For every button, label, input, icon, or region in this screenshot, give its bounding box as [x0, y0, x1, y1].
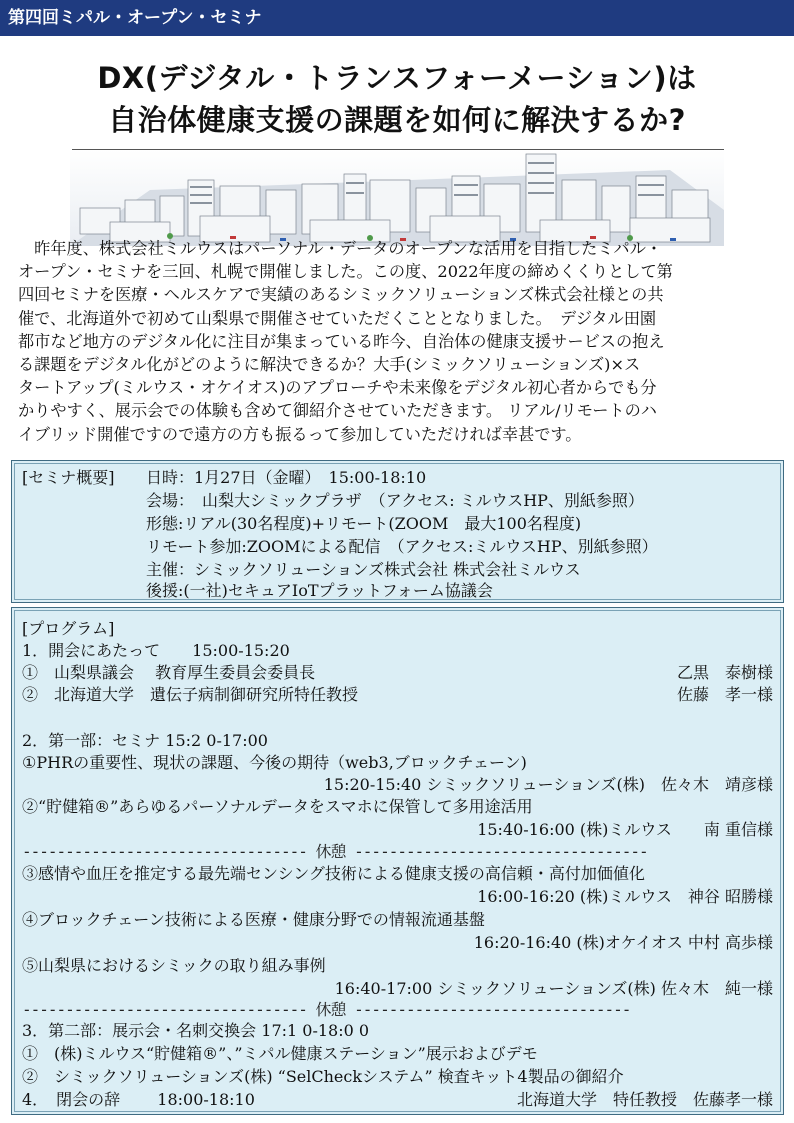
talk-detail: 16:20-16:40 (株)オケイオス 中村 高歩様	[473, 933, 773, 952]
city-illustration	[70, 150, 724, 246]
intro-line: かりやすく、展示会での体験も含めて御紹介させていただきます。 リアル/リモートのハ	[18, 401, 657, 421]
talk-detail: 16:40-17:00 シミックソリューションズ(株) 佐々木 純一様	[334, 979, 773, 998]
program-panel	[11, 607, 784, 1115]
program-part2: 3．第二部：展示会・名刺交換会 17:1 0-18:0 0	[22, 1021, 370, 1040]
separator-dashes: ---------------------------------	[22, 1000, 316, 1019]
talk-title: ②“貯健箱®”あらゆるパーソナルデータをスマホに保管して多用途活用	[22, 797, 533, 816]
overview-organizer: 主催：シミックソリューションズ株式会社 株式会社ミルウス	[146, 560, 581, 579]
intro-line: る課題をデジタル化がどのように解決できるか？大手(シミックソリューションズ)×ス	[18, 355, 641, 375]
exhibit-item: ② シミックソリューションズ(株) “SelCheckシステム” 検査キット4製品の御紹介	[22, 1067, 624, 1086]
talk-title: ③感情や血圧を推定する最先端センシング技術による健康支援の高信頼・高付加価値化	[22, 864, 645, 883]
closing-person: 北海道大学 特任教授 佐藤孝一様	[516, 1090, 773, 1109]
separator-dashes: ----------------------------------	[345, 842, 648, 861]
header-label: 第四回ミパル・オープン・セミナ	[8, 8, 262, 28]
intro-paragraph	[18, 237, 778, 446]
opening-item: ① 山梨県議会 教育厚生委員会委員長	[22, 663, 316, 682]
overview-format: 形態:リアル(30名程度)+リモート(ZOOM 最大100名程度)	[146, 514, 582, 533]
intro-line: 昨年度、株式会社ミルウスはパーソナル・データのオープンな活用を目指したミパル・	[18, 239, 663, 258]
intro-line: 四回セミナを医療・ヘルスケアで実績のあるシミックソリューションズ株式会社様との共	[18, 285, 664, 305]
break-separator	[22, 843, 648, 861]
intro-line: 都市など地方のデジタル化に注目が集まっている昨今、自治体の健康支援サービスの抱え	[18, 331, 665, 351]
talk-detail: 15:40-16:00 (株)ミルウス 南 重信様	[477, 820, 773, 839]
program-opening: 1．開会にあたって 15:00-15:20	[22, 641, 290, 660]
page-title-line-1: DX(デジタル・トランスフォーメーション)は	[97, 61, 697, 95]
separator-dashes: ---------------------------------	[22, 842, 316, 861]
overview-support: 後援:(一社)セキュアIoTプラットフォーム協議会	[146, 581, 493, 600]
intro-line: 催で、北海道外で初めて山梨県で開催させていただくこととなりました。 デジタル田園	[18, 308, 657, 328]
program-closing: 4． 閉会の辞 18:00-18:10	[22, 1090, 255, 1109]
overview-venue: 会場： 山梨大シミックプラザ （アクセス: ミルウスHP、別紙参照）	[146, 491, 644, 510]
program-label: [プログラム]	[22, 619, 115, 638]
intro-line: オープン・セミナを三回、札幌で開催しました。この度、2022年度の締めくくりとして第	[18, 262, 673, 282]
exhibit-item: ① (株)ミルウス“貯健箱®”、”ミパル健康ステーション”展示およびデモ	[22, 1044, 538, 1063]
intro-line: イブリッド開催ですので遠方の方も振るって参加していただければ幸甚です。	[18, 424, 582, 444]
talk-detail: 16:00-16:20 (株)ミルウス 神谷 昭勝様	[477, 887, 773, 906]
break-label: 休憩	[315, 1000, 346, 1019]
overview-datetime: 日時：1月27日（金曜） 15:00-18:10	[146, 468, 427, 487]
break-separator	[22, 1001, 630, 1019]
program-part1: 2．第一部：セミナ 15:2 0-17:00	[22, 731, 268, 750]
page-title-line-2: 自治体健康支援の課題を如何に解決するか?	[108, 103, 686, 137]
opening-item: ② 北海道大学 遺伝子病制御研究所特任教授	[22, 685, 359, 704]
overview-panel	[11, 460, 784, 603]
opening-item-person: 佐藤 孝一様	[676, 685, 773, 704]
overview-label: [セミナ概要]	[22, 468, 115, 487]
talk-title: ④ブロックチェーン技術による医療・健康分野での情報流通基盤	[22, 910, 485, 929]
talk-title: ①PHRの重要性、現状の課題、今後の期待（web3,ブロックチェーン)	[22, 753, 527, 772]
talk-detail: 15:20-15:40 シミックソリューションズ(株) 佐々木 靖彦様	[323, 775, 773, 794]
intro-line: タートアップ(ミルウス・オケイオス)のアプローチや未来像をデジタル初心者からでも分	[18, 378, 657, 398]
break-label: 休憩	[315, 842, 346, 861]
overview-remote: リモート参加:ZOOMによる配信 （アクセス:ミルウスHP、別紙参照）	[146, 537, 658, 556]
opening-item-person: 乙黒 泰樹様	[676, 663, 773, 682]
header-bar	[0, 0, 794, 36]
separator-dashes: --------------------------------	[345, 1000, 631, 1019]
talk-title: ⑤山梨県におけるシミックの取り組み事例	[22, 956, 326, 975]
